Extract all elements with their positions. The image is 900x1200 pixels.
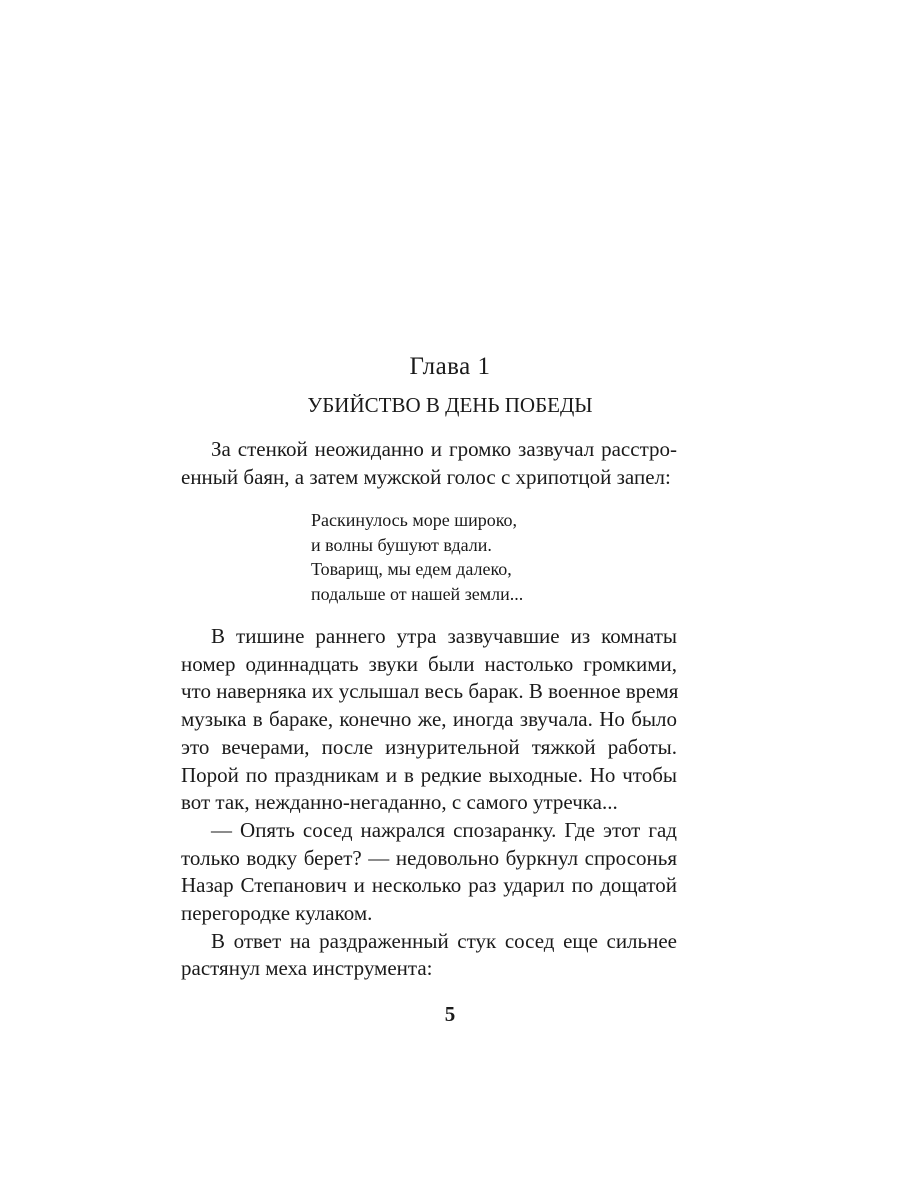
text-line: Назар Степанович и несколько раз ударил по дощатой [181,873,677,898]
text-line: Порой по праздникам и в редкие выходные. Но чтобы [181,762,677,787]
text-line: растянул меха инструмента: [181,956,433,981]
text-line: В ответ на раздраженный стук сосед еще сильнее [211,928,677,953]
text-line: что наверняка их услышал весь барак. В военное время [181,679,679,704]
text-line: За стенкой неожиданно и громко зазвучал расстро- [211,437,677,461]
verse-line: подальше от нашей земли... [311,583,524,604]
text-line: перегородке кулаком. [181,901,373,926]
text-line: В тишине раннего утра зазвучавшие из комнаты [211,624,677,648]
intro-paragraph [181,436,677,491]
body-text [181,623,677,983]
page-number: 5 [444,1002,456,1026]
chapter-title: УБИЙСТВО В ДЕНЬ ПОБЕДЫ [307,393,593,417]
text-line: вот так, нежданно-негаданно, с самого утречка... [181,790,618,815]
song-verse [311,508,523,606]
text-line: — Опять сосед нажрался спозаранку. Где этот гад [211,817,677,842]
chapter-number: Глава 1 [409,353,491,380]
verse-line: Товарищ, мы едем далеко, [311,559,512,579]
text-line: енный баян, а затем мужской голос с хрипотцой запел: [181,464,671,489]
text-line: только водку берет? — недовольно буркнул спросонья [181,845,677,870]
text-line: музыка в бараке, конечно же, иногда звучала. Но было [181,707,677,732]
text-line: это вечерами, после изнурительной тяжкой работы. [181,734,677,759]
verse-line: и волны бушуют вдали. [311,534,492,555]
verse-line: Раскинулось море широко, [311,510,518,530]
text-line: номер одиннадцать звуки были настолько громкими, [181,651,677,676]
